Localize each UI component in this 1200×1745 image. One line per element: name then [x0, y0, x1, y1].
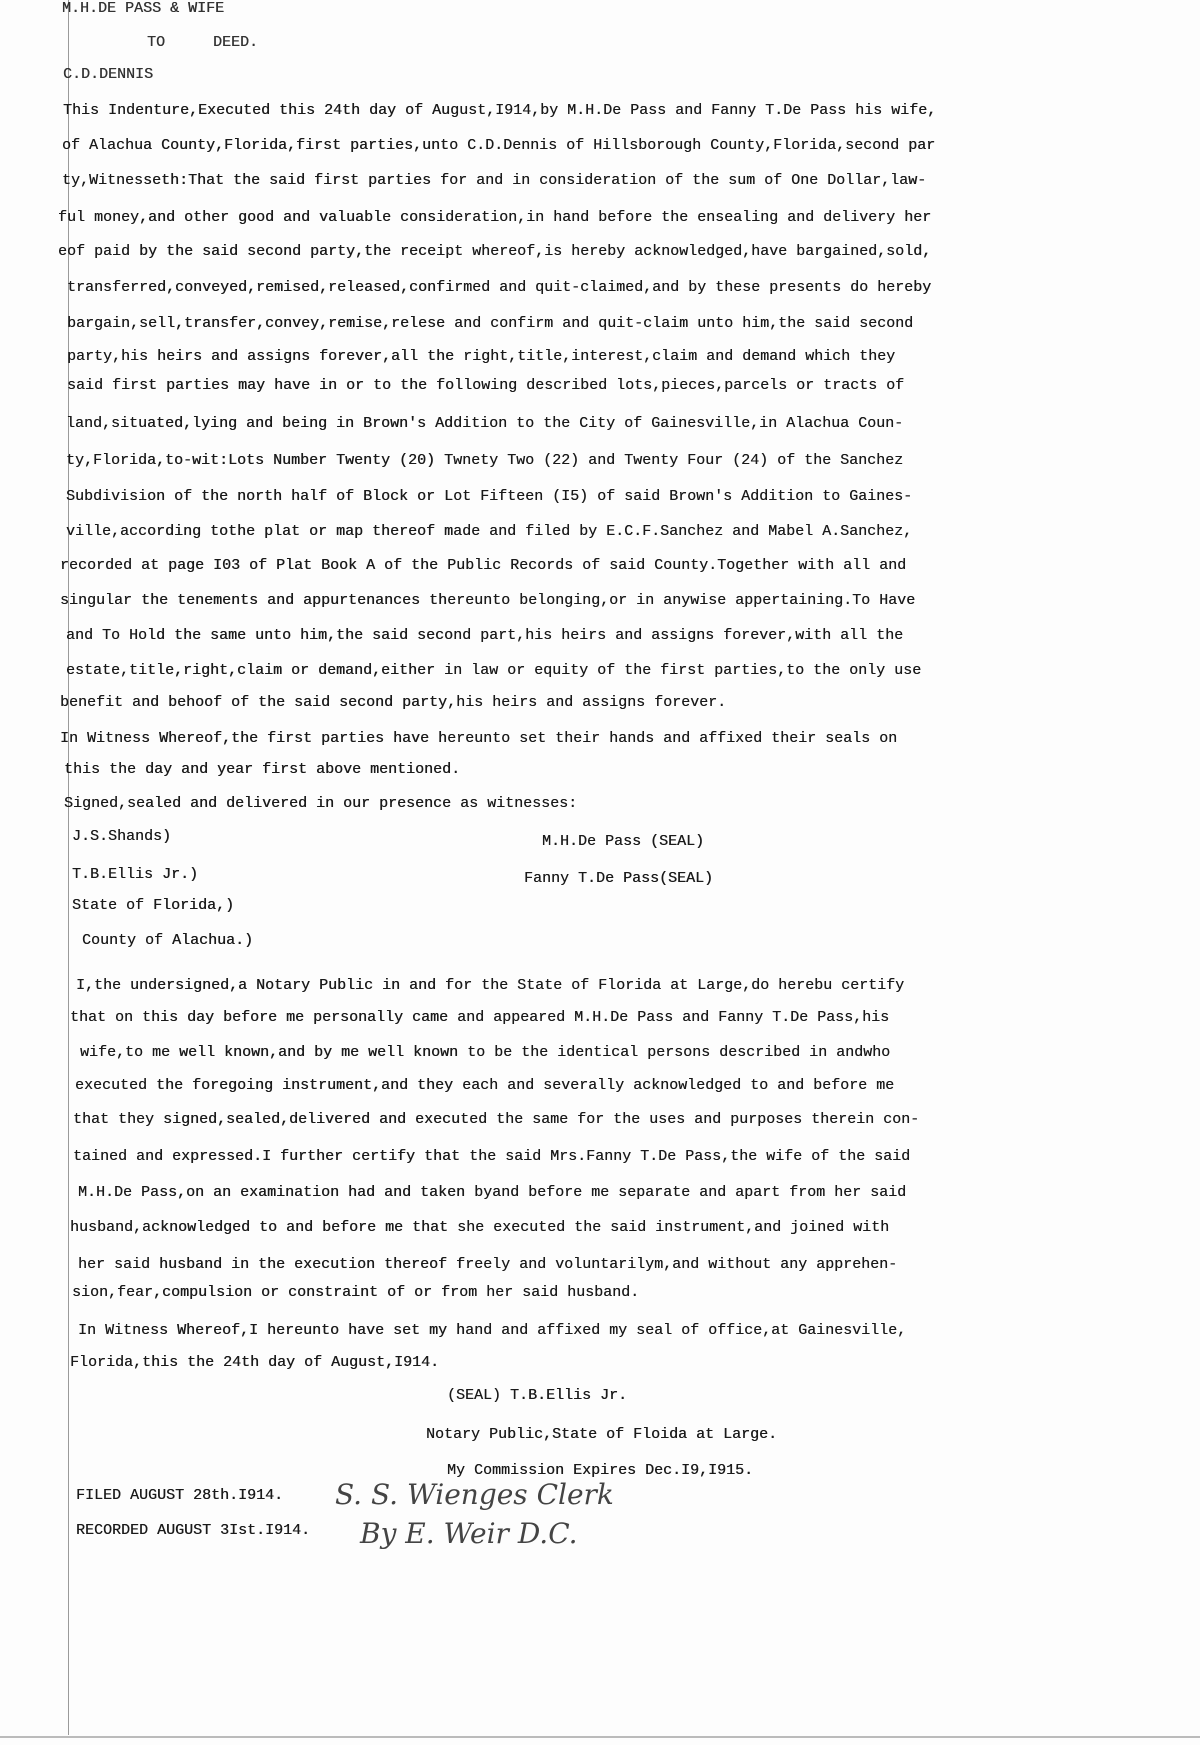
acknowledgment-line: Florida,this the 24th day of August,I914.	[70, 1354, 440, 1371]
deputy-clerk-signature: By E. Weir D.C.	[360, 1517, 578, 1550]
body-line: said first parties may have in or to the following described lots,pieces,parcels or tracts of	[67, 377, 905, 394]
recorded-date: RECORDED AUGUST 3Ist.I914.	[76, 1522, 311, 1539]
body-line: Subdivision of the north half of Block or Lot Fifteen (I5) of said Brown's Addition to Gaines-	[66, 488, 913, 505]
grantor-heading: M.H.DE PASS & WIFE	[62, 0, 225, 17]
body-line: ty,Witnesseth:That the said first parties for and in consideration of the sum of One Dollar,law-	[62, 172, 927, 189]
acknowledgment-line: sion,fear,compulsion or constraint of or from her said husband.	[72, 1284, 640, 1301]
instrument-heading: DEED.	[213, 34, 259, 51]
body-line: singular the tenements and appurtenances thereunto belonging,or in anywise appertaining.To Have	[60, 592, 916, 609]
body-line: Signed,sealed and delivered in our presence as witnesses:	[64, 795, 578, 812]
acknowledgment-line: that they signed,sealed,delivered and executed the same for the uses and purposes therein con-	[73, 1111, 920, 1128]
body-line: bargain,sell,transfer,convey,remise,relese and confirm and quit-claim unto him,the said second	[67, 315, 914, 332]
acknowledgment-line: her said husband in the execution thereof freely and voluntarilym,and without any apprehen-	[78, 1256, 898, 1273]
acknowledgment-line: that on this day before me personally came and appeared M.H.De Pass and Fanny T.De Pass,his	[70, 1009, 890, 1026]
filed-date: FILED AUGUST 28th.I914.	[76, 1487, 284, 1504]
body-line: eof paid by the said second party,the receipt whereof,is hereby acknowledged,have bargained,sold,	[58, 243, 932, 260]
body-line: transferred,conveyed,remised,released,confirmed and quit-claimed,and by these presents do hereby	[67, 279, 932, 296]
to-heading: TO	[147, 34, 166, 51]
acknowledgment-line: wife,to me well known,and by me well known to be the identical persons described in andwho	[80, 1044, 891, 1061]
body-line: party,his heirs and assigns forever,all the right,title,interest,claim and demand which they	[67, 348, 896, 365]
body-line: ville,according tothe plat or map thereof made and filed by E.C.F.Sanchez and Mabel A.Sanchez,	[66, 523, 913, 540]
body-line: recorded at page I03 of Plat Book A of the Public Records of said County.Together with all and	[60, 557, 907, 574]
notary-name: (SEAL) T.B.Ellis Jr.	[447, 1387, 628, 1404]
notary-commission: My Commission Expires Dec.I9,I915.	[447, 1462, 754, 1479]
signatory-name: Fanny T.De Pass(SEAL)	[524, 870, 714, 887]
body-line: and To Hold the same unto him,the said second part,his heirs and assigns forever,with all the	[66, 627, 904, 644]
notary-title: Notary Public,State of Floida at Large.	[426, 1426, 778, 1443]
acknowledgment-line: M.H.De Pass,on an examination had and taken byand before me separate and apart from her said	[78, 1184, 907, 1201]
acknowledgment-line: husband,acknowledged to and before me that she executed the said instrument,and joined with	[70, 1219, 890, 1236]
venue-county: County of Alachua.)	[82, 932, 254, 949]
body-line: estate,title,right,claim or demand,either in law or equity of the first parties,to the only use	[66, 662, 922, 679]
witness-name: T.B.Ellis Jr.)	[72, 866, 199, 883]
body-line: benefit and behoof of the said second party,his heirs and assigns forever.	[60, 694, 727, 711]
acknowledgment-line: tained and expressed.I further certify that the said Mrs.Fanny T.De Pass,the wife of the said	[73, 1148, 911, 1165]
acknowledgment-line: I,the undersigned,a Notary Public in and for the State of Florida at Large,do herebu certify	[76, 977, 905, 994]
body-line: land,situated,lying and being in Brown's Addition to the City of Gainesville,in Alachua Coun-	[66, 415, 904, 432]
body-line: In Witness Whereof,the first parties have hereunto set their hands and affixed their seals on	[60, 730, 898, 747]
body-line: ful money,and other good and valuable consideration,in hand before the ensealing and delivery her	[58, 209, 932, 226]
grantee-heading: C.D.DENNIS	[63, 66, 154, 83]
body-line: This Indenture,Executed this 24th day of August,I914,by M.H.De Pass and Fanny T.De Pass his wife,	[63, 102, 937, 119]
witness-name: J.S.Shands)	[72, 828, 172, 845]
venue-state: State of Florida,)	[72, 897, 235, 914]
body-line: ty,Florida,to-wit:Lots Number Twenty (20) Twnety Two (22) and Twenty Four (24) of the Sanchez	[66, 452, 904, 469]
clerk-signature: S. S. Wienges Clerk	[335, 1478, 614, 1511]
acknowledgment-line: In Witness Whereof,I hereunto have set my hand and affixed my seal of office,at Gainesville,	[78, 1322, 907, 1339]
acknowledgment-line: executed the foregoing instrument,and they each and severally acknowledged to and before me	[75, 1077, 895, 1094]
body-line: of Alachua County,Florida,first parties,unto C.D.Dennis of Hillsborough County,Florida,second par	[62, 137, 936, 154]
body-line: this the day and year first above mentioned.	[64, 761, 461, 778]
page-edge	[0, 1736, 1200, 1738]
signatory-name: M.H.De Pass (SEAL)	[542, 833, 705, 850]
